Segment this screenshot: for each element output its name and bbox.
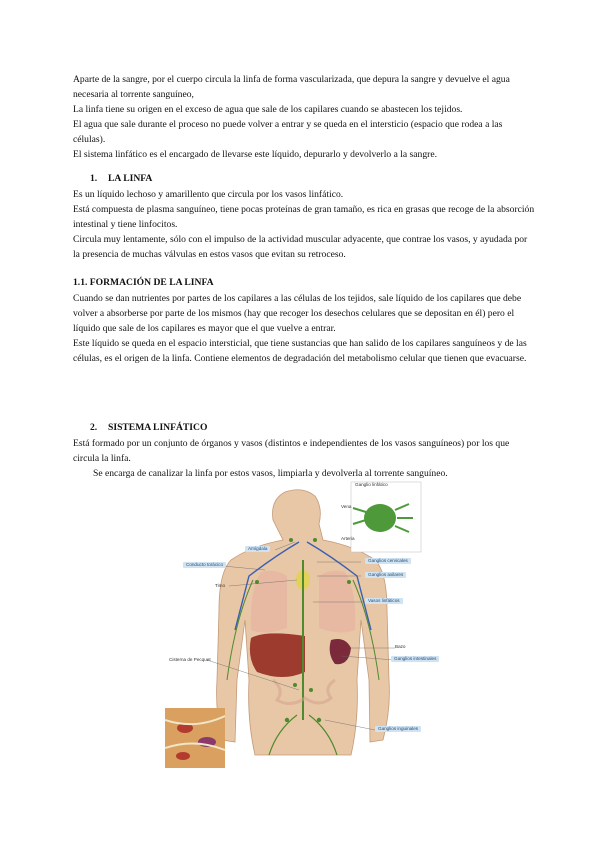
lymph-node — [313, 538, 317, 542]
intro-line-3: El agua que sale durante el proceso no puede volver a entrar y se queda en el intersticio (espacio que rodea a las células). — [73, 119, 503, 145]
section-1-heading — [90, 173, 152, 184]
section-1-1-para-1-text: Cuando se dan nutrientes por partes de los capilares a las células de los tejidos, sale líquido de los capilares que debe volver a absorberse por parte de los mismos (hay que recoger los desechos celulares que se depositan en él) pero el líquido que sale de los capilares es mayor que el que vuelve a entrar. — [73, 293, 522, 334]
label-arteria: Arteria — [341, 536, 355, 541]
tissue-inset — [165, 708, 225, 768]
liver — [250, 633, 305, 677]
intro-line-2: La linfa tiene su origen en el exceso de agua que sale de los capilares cuando se abastecen los tejidos. — [73, 104, 463, 115]
lymph-node — [347, 580, 351, 584]
section-1-line-3: Circula muy lentamente, sólo con el impulso de la actividad muscular adyacente, que contrae los vasos, y ayudada por la presencia de muchas válvulas en estos vasos que evitan su retroceso. — [73, 234, 528, 260]
label-vasos: Vasos linfáticos — [365, 598, 403, 604]
section-1-body — [73, 187, 535, 262]
section-1-line-1: Es un líquido lechoso y amarillento que circula por los vasos linfático. — [73, 189, 344, 200]
section-2-number: 2. — [90, 422, 98, 433]
label-inguinales: Ganglios inguinales — [375, 726, 421, 732]
section-2-line-1: Está formado por un conjunto de órganos y vasos (distintos e independientes de los vasos sanguíneos) por los que circula la linfa. — [73, 438, 510, 464]
label-amigdala: Amígdala — [245, 546, 270, 552]
section-1-1-para-1 — [73, 291, 535, 336]
section-2-title: SISTEMA LINFÁTICO — [108, 422, 208, 433]
section-2-line-2: Se encarga de canalizar la linfa por estos vasos, limpiarla y devolverla al torrente sanguíneo. — [93, 468, 448, 479]
lymph-node — [293, 683, 297, 687]
section-1-line-2: Está compuesta de plasma sanguíneo, tiene pocas proteínas de gran tamaño, es rica en grasas que recoge de la absorción intestinal y tiene linfocitos. — [73, 204, 535, 230]
label-cisterna: Cisterna de Pecquet — [169, 657, 211, 662]
lymphatic-system-figure — [165, 480, 435, 770]
label-ganglios-axilares: Ganglios axilares — [365, 572, 406, 578]
section-1-number: 1. — [90, 173, 98, 184]
intro-paragraph — [73, 72, 535, 162]
section-1-title: LA LINFA — [108, 173, 153, 184]
label-timo: Timo — [215, 583, 226, 588]
label-vena: Vena — [341, 504, 352, 509]
section-2-heading — [90, 422, 207, 433]
label-conducto-toracico: Conducto torácico — [183, 562, 226, 568]
lymph-node — [317, 718, 321, 722]
lymph-node — [289, 538, 293, 542]
intro-line-1: Aparte de la sangre, por el cuerpo circula la linfa de forma vascularizada, que depura la sangre y devuelve el agua necesaria al torrente sanguíneo, — [73, 74, 510, 100]
intro-line-4: El sistema linfático es el encargado de llevarse este líquido, depurarlo y devolverlo a la sangre. — [73, 149, 437, 160]
lymph-node — [285, 718, 289, 722]
lymph-node — [309, 688, 313, 692]
label-cervicales: Ganglios cervicales — [365, 558, 411, 564]
section-1-1-para-2 — [73, 336, 535, 366]
lymph-node-inset — [364, 504, 396, 532]
section-1-1-heading: 1.1. FORMACIÓN DE LA LINFA — [73, 277, 214, 288]
label-bazo: Bazo — [395, 644, 406, 649]
label-ganglio: Ganglio linfático — [355, 482, 388, 487]
label-intestinales: Ganglios intestinales — [391, 656, 439, 662]
section-1-1-para-2-text: Este líquido se queda en el espacio intersticial, que tiene sustancias que han salido de los capilares sanguíneos y de las células, es el origen de la linfa. Contiene elementos de degradación del metabolismo celular que tienen que evacuarse. — [73, 338, 527, 364]
section-2-body — [73, 436, 535, 481]
